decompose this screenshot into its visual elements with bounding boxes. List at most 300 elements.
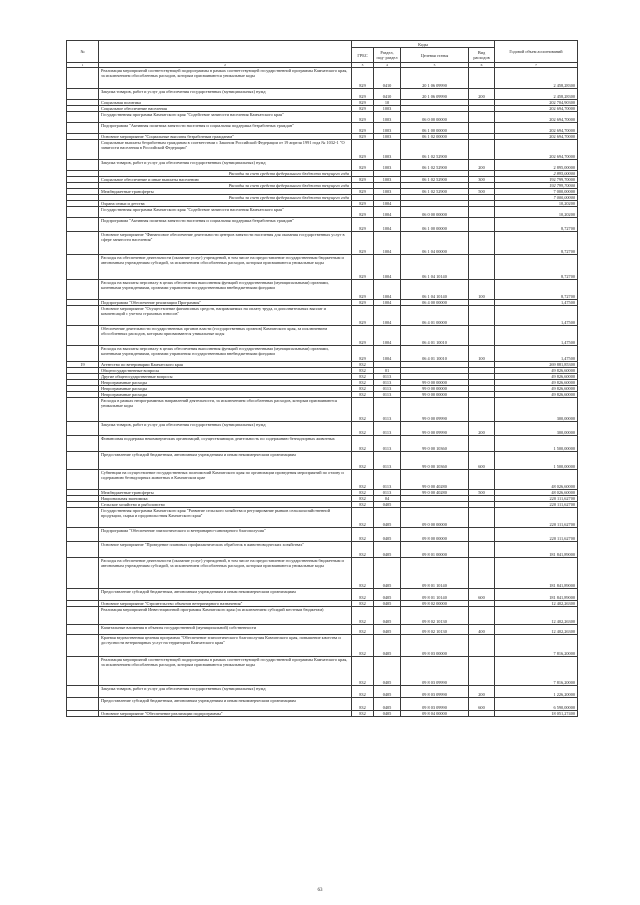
row-grbs: 829 xyxy=(352,160,374,171)
row-razdel: 0405 xyxy=(374,542,401,558)
row-amount: 12 402,26300 xyxy=(495,601,578,607)
row-razdel: 1004 xyxy=(374,280,401,300)
row-target-article: 06 4 01 10010 xyxy=(401,326,469,346)
row-number: 19 xyxy=(67,362,99,368)
table-row xyxy=(67,528,578,542)
row-number xyxy=(67,436,99,452)
row-target-article: 99 0 00 40280 xyxy=(401,470,469,490)
row-expense-type: 500 xyxy=(469,490,495,496)
row-amount: 181 841,89000 xyxy=(495,589,578,601)
row-grbs: 832 xyxy=(352,362,374,368)
row-grbs: 832 xyxy=(352,558,374,589)
table-row xyxy=(67,112,578,123)
row-name: Закупка товаров, работ и услуг для обеспечения государственных (муниципальных) нужд xyxy=(99,89,352,100)
row-number xyxy=(67,508,99,528)
row-expense-type: 400 xyxy=(469,625,495,635)
row-name: Расходы за счет средств федерального бюджета текущего года xyxy=(99,171,352,177)
row-name: Расходы за счет средств федерального бюджета текущего года xyxy=(99,183,352,189)
row-amount: 1,47500 xyxy=(495,300,578,306)
row-target-article: 09 8 01 00000 xyxy=(401,542,469,558)
row-target-article: 06 1 02 52900 xyxy=(401,177,469,183)
row-razdel: 1004 xyxy=(374,300,401,306)
row-grbs: 832 xyxy=(352,470,374,490)
row-amount: 49 826,60000 xyxy=(495,392,578,398)
row-razdel: 1004 xyxy=(374,218,401,232)
row-grbs: 832 xyxy=(352,398,374,422)
header-codes: Коды xyxy=(352,41,495,48)
row-amount: 49 826,60000 xyxy=(495,386,578,392)
header-razdel: Раздел, под- раздел xyxy=(374,48,401,63)
row-name: Основное мероприятие "Осуществление финансовых средств, направляемых на оплату труда, и дополнительных выплат и компенсаций с учетом страховых взносов" xyxy=(99,306,352,326)
row-grbs: 832 xyxy=(352,374,374,380)
row-target-article: 06 1 02 52900 xyxy=(401,140,469,160)
row-amount: 49 826,60000 xyxy=(495,380,578,386)
row-grbs: 829 xyxy=(352,346,374,362)
row-number xyxy=(67,280,99,300)
row-expense-type xyxy=(469,232,495,255)
row-razdel: 10 xyxy=(374,100,401,106)
row-razdel: 0405 xyxy=(374,528,401,542)
row-number xyxy=(67,686,99,698)
row-name: Реализация мероприятий соответствующей подпрограммы в рамках соответствующей государственной программы Камчатского края, за исключением обособленных расходов, которым присваиваются уникальные коды xyxy=(99,657,352,686)
row-razdel: 0113 xyxy=(374,386,401,392)
row-target-article: 06 1 04 10140 xyxy=(401,280,469,300)
row-target-article: 06 1 02 52900 xyxy=(401,160,469,171)
row-expense-type: 600 xyxy=(469,698,495,711)
row-target-article: 06 0 00 00000 xyxy=(401,207,469,218)
row-number xyxy=(67,218,99,232)
row-amount: 269 881,85300 xyxy=(495,362,578,368)
row-amount: 202 694,70000 xyxy=(495,123,578,134)
row-name: Охрана семьи и детства xyxy=(99,201,352,207)
row-target-article: 09 8 03 09990 xyxy=(401,686,469,698)
row-razdel: 0405 xyxy=(374,625,401,635)
row-name: Расходы на обеспечение деятельности (оказание услуг) учреждений, в том числе на предоставление государственным бюджетным и автономным учреждениям субсидий, за исключением обособленных расходов, которым присваиваются уникальные коды xyxy=(99,558,352,589)
row-amount: 202 694,70000 xyxy=(495,140,578,160)
row-target-article: 09 8 04 00000 xyxy=(401,711,469,717)
col-index: 5 xyxy=(401,63,469,68)
row-number xyxy=(67,207,99,218)
row-grbs: 832 xyxy=(352,436,374,452)
row-expense-type: 600 xyxy=(469,589,495,601)
row-expense-type xyxy=(469,607,495,625)
row-expense-type xyxy=(469,326,495,346)
row-grbs: 832 xyxy=(352,368,374,374)
row-grbs: 829 xyxy=(352,134,374,140)
table-row xyxy=(67,255,578,280)
row-amount: 12 402,26300 xyxy=(495,625,578,635)
row-amount: 220 111,62700 xyxy=(495,496,578,502)
row-grbs: 832 xyxy=(352,392,374,398)
table-row xyxy=(67,232,578,255)
row-razdel: 1003 xyxy=(374,106,401,112)
row-amount: 2 458,28300 xyxy=(495,89,578,100)
row-grbs: 829 xyxy=(352,106,374,112)
row-amount: 49 826,60000 xyxy=(495,368,578,374)
table-row xyxy=(67,306,578,326)
table-row xyxy=(67,508,578,528)
row-number xyxy=(67,232,99,255)
row-target-article: 99 0 00 40280 xyxy=(401,490,469,496)
header-num: № xyxy=(67,41,99,63)
row-razdel: 0113 xyxy=(374,422,401,436)
row-razdel: 1004 xyxy=(374,232,401,255)
table-row xyxy=(67,346,578,362)
row-razdel: 0113 xyxy=(374,490,401,496)
budget-table xyxy=(66,40,578,717)
table-row xyxy=(67,280,578,300)
header-grbs: ГРБС xyxy=(352,48,374,63)
row-target-article: 06 0 00 00000 xyxy=(401,112,469,123)
row-target-article: 06 1 00 00000 xyxy=(401,218,469,232)
row-target-article: 09 8 02 00000 xyxy=(401,601,469,607)
row-amount: 1,47500 xyxy=(495,306,578,326)
row-amount: 192 799,70000 xyxy=(495,183,578,189)
row-grbs: 832 xyxy=(352,490,374,496)
row-razdel: 1004 xyxy=(374,255,401,280)
row-number xyxy=(67,470,99,490)
row-razdel: 0113 xyxy=(374,398,401,422)
row-name: Государственная программа Камчатского края "Развитие сельского хозяйства и регулирование рынков сельскохозяйственной продукции, сырья и продовольствия Камчатского края" xyxy=(99,508,352,528)
row-name: Подпрограмма "Обеспечение реализации Программы" xyxy=(99,300,352,306)
table-row xyxy=(67,686,578,698)
row-expense-type xyxy=(469,657,495,686)
row-grbs: 832 xyxy=(352,607,374,625)
row-grbs: 829 xyxy=(352,112,374,123)
row-grbs: 829 xyxy=(352,177,374,183)
col-index: 3 xyxy=(352,63,374,68)
row-number xyxy=(67,528,99,542)
row-name: Подпрограмма "Активная политика занятости населения и социальная поддержка безработных граждан" xyxy=(99,218,352,232)
row-target-article: 99 0 00 10360 xyxy=(401,436,469,452)
row-amount: 18 051,27400 xyxy=(495,711,578,717)
row-grbs: 829 xyxy=(352,140,374,160)
row-expense-type: 500 xyxy=(469,189,495,195)
row-grbs: 829 xyxy=(352,306,374,326)
row-amount: 1 500,00000 xyxy=(495,452,578,470)
table-row xyxy=(67,542,578,558)
row-amount: 48 026,60000 xyxy=(495,470,578,490)
row-target-article: 09 8 01 10140 xyxy=(401,589,469,601)
row-grbs: 829 xyxy=(352,123,374,134)
row-name: Агентство по ветеринарии Камчатского края xyxy=(99,362,352,368)
row-grbs: 832 xyxy=(352,601,374,607)
row-target-article: 99 0 00 09990 xyxy=(401,398,469,422)
table-row xyxy=(67,558,578,589)
table-row xyxy=(67,160,578,171)
row-razdel: 1004 xyxy=(374,346,401,362)
row-name: Предоставление субсидий бюджетным, автономным учреждениям и иным некоммерческим организациям xyxy=(99,452,352,470)
row-expense-type: 600 xyxy=(469,452,495,470)
row-target-article: 20 1 06 09990 xyxy=(401,68,469,89)
row-name: Расходы в рамках непрограммных направлений деятельности, за исключением обособленных расходов, которым присваиваются уникальные коды xyxy=(99,398,352,422)
row-razdel: 0405 xyxy=(374,508,401,528)
row-number xyxy=(67,255,99,280)
col-index: 7 xyxy=(495,63,578,68)
row-target-article: 06 4 01 10010 xyxy=(401,346,469,362)
row-amount: 7 816,20000 xyxy=(495,635,578,657)
row-razdel: 0405 xyxy=(374,657,401,686)
row-amount: 49 826,60000 xyxy=(495,374,578,380)
row-grbs: 829 xyxy=(352,207,374,218)
row-expense-type: 300 xyxy=(469,177,495,183)
table-row xyxy=(67,436,578,452)
table-row xyxy=(67,218,578,232)
row-name: Государственная программа Камчатского края "Содействие занятости населения Камчатского края" xyxy=(99,112,352,123)
row-amount: 2 895,00000 xyxy=(495,171,578,177)
row-expense-type xyxy=(469,255,495,280)
row-target-article: 09 8 03 00000 xyxy=(401,635,469,657)
row-razdel: 0410 xyxy=(374,68,401,89)
row-amount: 6 590,00000 xyxy=(495,698,578,711)
header-vr: Вид расходов xyxy=(469,48,495,63)
row-name: Расходы за счет средств федерального бюджета текущего года xyxy=(99,195,352,201)
row-number xyxy=(67,346,99,362)
row-grbs: 829 xyxy=(352,218,374,232)
col-index: 6 xyxy=(469,63,495,68)
table-row xyxy=(67,207,578,218)
row-name: Предоставление субсидий бюджетным, автономным учреждениям и иным некоммерческим организациям xyxy=(99,698,352,711)
row-amount: 2 458,28300 xyxy=(495,68,578,89)
row-grbs: 829 xyxy=(352,100,374,106)
row-razdel: 0113 xyxy=(374,392,401,398)
row-target-article: 99 0 00 00000 xyxy=(401,386,469,392)
row-name: Закупка товаров, работ и услуг для обеспечения государственных (муниципальных) нужд xyxy=(99,686,352,698)
row-name: Межбюджетные трансферты xyxy=(99,189,352,195)
col-index: 4 xyxy=(374,63,401,68)
row-grbs: 829 xyxy=(352,201,374,207)
row-grbs: 832 xyxy=(352,711,374,717)
header-cs: Целевая статья xyxy=(401,48,469,63)
row-grbs: 832 xyxy=(352,635,374,657)
row-name: Социальная политика xyxy=(99,100,352,106)
row-expense-type xyxy=(469,112,495,123)
row-expense-type xyxy=(469,436,495,452)
row-razdel: 0405 xyxy=(374,607,401,625)
row-name: Обеспечение деятельности государственных органов власти (государственных органов) Камчатского края, за исключением обособленных расходов, которым присваиваются уникальные коды xyxy=(99,326,352,346)
row-amount: 7 000,00000 xyxy=(495,189,578,195)
row-razdel: 0405 xyxy=(374,502,401,508)
row-target-article: 09 8 00 00000 xyxy=(401,528,469,542)
table-row xyxy=(67,398,578,422)
row-name: Основное мероприятие "Социальные выплаты безработным гражданам" xyxy=(99,134,352,140)
row-number xyxy=(67,607,99,625)
table-row xyxy=(67,607,578,625)
row-amount: 220 111,62700 xyxy=(495,508,578,528)
header-sum: Годовой объем ассигнований xyxy=(495,41,578,63)
row-razdel: 0113 xyxy=(374,436,401,452)
row-razdel: 0405 xyxy=(374,589,401,601)
row-name: Закупка товаров, работ и услуг для обеспечения государственных (муниципальных) нужд xyxy=(99,160,352,171)
row-number xyxy=(67,542,99,558)
row-amount: 7 816,20000 xyxy=(495,657,578,686)
row-target-article: 06 4 00 00000 xyxy=(401,300,469,306)
row-expense-type xyxy=(469,542,495,558)
table-row xyxy=(67,452,578,470)
row-grbs: 832 xyxy=(352,657,374,686)
row-name: Расходы на выплаты персоналу в целях обеспечения выполнения функций государственными (муниципальными) органами, казенными учреждениями, органами управления государственными внебюджетными фондами xyxy=(99,346,352,362)
row-grbs: 832 xyxy=(352,625,374,635)
row-grbs: 829 xyxy=(352,300,374,306)
row-grbs: 832 xyxy=(352,502,374,508)
row-name: Основное мероприятие "Проведение плановых профилактических обработок в животноводческих хозяйствах" xyxy=(99,542,352,558)
row-name: Социальные выплаты безработным гражданам в соответствии с Законом Российской Федерации от 19 апреля 1991 года № 1032-1 "О занятости населения в Российской Федерации" xyxy=(99,140,352,160)
row-amount: 12 402,26300 xyxy=(495,607,578,625)
row-number xyxy=(67,68,99,89)
row-number xyxy=(67,123,99,134)
document-page xyxy=(66,40,577,717)
row-target-article: 06 1 04 00000 xyxy=(401,232,469,255)
table-row xyxy=(67,657,578,686)
row-grbs: 832 xyxy=(352,686,374,698)
col-index: 2 xyxy=(99,63,352,68)
row-name: Реализация мероприятий соответствующей подпрограммы в рамках соответствующей государственной программы Камчатского края, за исключением обособленных расходов, которым присваиваются уникальные коды xyxy=(99,68,352,89)
row-amount: 8,72700 xyxy=(495,232,578,255)
row-name: Межбюджетные трансферты xyxy=(99,490,352,496)
row-target-article: 06 1 02 52900 xyxy=(401,189,469,195)
row-number xyxy=(67,635,99,657)
row-number xyxy=(67,326,99,346)
row-expense-type xyxy=(469,558,495,589)
row-expense-type xyxy=(469,218,495,232)
row-expense-type xyxy=(469,508,495,528)
row-expense-type xyxy=(469,306,495,326)
row-name: Национальная экономика xyxy=(99,496,352,502)
row-expense-type xyxy=(469,635,495,657)
row-grbs: 832 xyxy=(352,422,374,436)
row-razdel: 1004 xyxy=(374,326,401,346)
row-razdel: 0405 xyxy=(374,711,401,717)
row-razdel: 0405 xyxy=(374,601,401,607)
row-expense-type: 200 xyxy=(469,686,495,698)
row-target-article: 99 0 00 09990 xyxy=(401,422,469,436)
row-expense-type xyxy=(469,711,495,717)
row-number xyxy=(67,452,99,470)
row-number xyxy=(67,112,99,123)
row-amount: 300,00000 xyxy=(495,422,578,436)
row-target-article: 09 0 00 00000 xyxy=(401,508,469,528)
row-name: Субвенции на осуществление государственных полномочий Камчатского края по организации проведения мероприятий по отлову и содержанию безнадзорных животных в Камчатском крае xyxy=(99,470,352,490)
row-expense-type: 100 xyxy=(469,346,495,362)
row-target-article: 06 1 00 00000 xyxy=(401,123,469,134)
row-target-article: 09 8 03 09990 xyxy=(401,657,469,686)
row-razdel: 1004 xyxy=(374,306,401,326)
row-target-article: 99 0 00 10360 xyxy=(401,452,469,470)
row-target-article: 20 1 06 09990 xyxy=(401,89,469,100)
row-number xyxy=(67,625,99,635)
row-razdel: 0113 xyxy=(374,452,401,470)
row-name: Предоставление субсидий бюджетным, автономным учреждениям и иным некоммерческим организациям xyxy=(99,589,352,601)
row-amount: 202 694,70000 xyxy=(495,134,578,140)
row-razdel: 0405 xyxy=(374,686,401,698)
row-name: Социальное обеспечение и иные выплаты населению xyxy=(99,177,352,183)
row-target-article: 06 4 01 00000 xyxy=(401,306,469,326)
row-grbs: 832 xyxy=(352,698,374,711)
row-amount: 48 026,60000 xyxy=(495,490,578,496)
row-grbs: 829 xyxy=(352,326,374,346)
row-grbs: 832 xyxy=(352,528,374,542)
row-expense-type xyxy=(469,398,495,422)
row-amount: 181 841,89000 xyxy=(495,558,578,589)
row-number xyxy=(67,422,99,436)
row-razdel: 0410 xyxy=(374,89,401,100)
row-target-article: 09 8 01 10140 xyxy=(401,558,469,589)
row-grbs: 829 xyxy=(352,68,374,89)
row-target-article: 09 8 03 09990 xyxy=(401,698,469,711)
row-amount: 1 500,00000 xyxy=(495,436,578,452)
row-name: Основное мероприятие "Строительство объектов ветеринарного назначения" xyxy=(99,601,352,607)
row-number xyxy=(67,398,99,422)
row-razdel: 1003 xyxy=(374,123,401,134)
row-amount: 1,47500 xyxy=(495,326,578,346)
row-expense-type xyxy=(469,123,495,134)
table-row xyxy=(67,326,578,346)
row-number xyxy=(67,589,99,601)
row-number xyxy=(67,140,99,160)
row-amount: 192 799,70000 xyxy=(495,177,578,183)
row-target-article: 99 0 00 00000 xyxy=(401,392,469,398)
row-number xyxy=(67,306,99,326)
row-expense-type xyxy=(469,528,495,542)
row-amount: 8,72700 xyxy=(495,255,578,280)
table-row xyxy=(67,123,578,134)
row-name: Основное мероприятие "Обеспечение реализации подпрограммы" xyxy=(99,711,352,717)
row-razdel: 0113 xyxy=(374,380,401,386)
page-number: 63 xyxy=(317,888,323,893)
table-body xyxy=(67,68,578,717)
table-row xyxy=(67,711,578,717)
row-name: Расходы на обеспечение деятельности (оказание услуг) учреждений, в том числе на предоставление государственным бюджетным и автономным учреждениям субсидий, за исключением обособленных расходов, которым присваиваются уникальные коды xyxy=(99,255,352,280)
row-target-article: 06 1 02 00000 xyxy=(401,134,469,140)
row-name: Краевая ведомственная целевая программа "Обеспечение эпизоотического благополучия Камчатского края, повышение качества и доступности ветеринарных услуг на территории Камчатского края" xyxy=(99,635,352,657)
row-expense-type xyxy=(469,470,495,490)
row-razdel: 1004 xyxy=(374,207,401,218)
row-name: Социальное обеспечение населения xyxy=(99,106,352,112)
row-name: Непрограммные расходы xyxy=(99,386,352,392)
row-grbs: 829 xyxy=(352,189,374,195)
row-grbs: 832 xyxy=(352,542,374,558)
row-razdel: 1003 xyxy=(374,140,401,160)
row-razdel: 0113 xyxy=(374,374,401,380)
table-row xyxy=(67,589,578,601)
row-name: Расходы на выплаты персоналу в целях обеспечения выполнения функций государственными (муниципальными) органами, казенными учреждениями, органами управления государственными внебюджетными фондами xyxy=(99,280,352,300)
row-grbs: 832 xyxy=(352,589,374,601)
table-row xyxy=(67,422,578,436)
row-number xyxy=(67,558,99,589)
row-amount: 1 226,20000 xyxy=(495,686,578,698)
row-grbs: 829 xyxy=(352,89,374,100)
row-target-article: 09 8 02 10130 xyxy=(401,625,469,635)
row-amount: 202 704,90300 xyxy=(495,100,578,106)
row-name: Основное мероприятие "Финансовое обеспечение деятельности центров занятости населения для оказания государственных услуг в сфере занятости населения" xyxy=(99,232,352,255)
row-name: Финансовая поддержка некоммерческих организаций, осуществляющих деятельность по содержанию безнадзорных животных xyxy=(99,436,352,452)
row-razdel: 04 xyxy=(374,496,401,502)
table-header xyxy=(67,41,578,68)
row-amount: 2 895,00000 xyxy=(495,160,578,171)
row-razdel: 0113 xyxy=(374,470,401,490)
table-row xyxy=(67,68,578,89)
table-row xyxy=(67,89,578,100)
row-name: Государственная программа Камчатского края "Содействие занятости населения Камчатского края" xyxy=(99,207,352,218)
row-number xyxy=(67,160,99,171)
table-row xyxy=(67,635,578,657)
row-number xyxy=(67,657,99,686)
row-amount: 220 111,62700 xyxy=(495,502,578,508)
row-razdel: 1003 xyxy=(374,112,401,123)
row-expense-type xyxy=(469,140,495,160)
row-amount: 8,72700 xyxy=(495,218,578,232)
row-grbs: 832 xyxy=(352,386,374,392)
